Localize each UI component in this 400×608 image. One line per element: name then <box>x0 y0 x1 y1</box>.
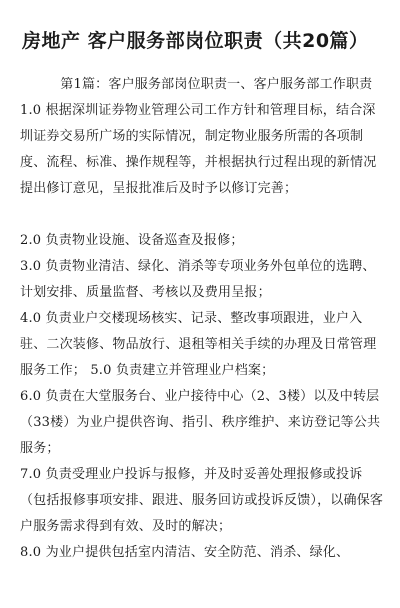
paragraph-4-0: 4.0 负责业户交楼现场核实、记录、整改事项跟进，业户入驻、二次装修、物品放行、退租等相关手续的办理及日常管理服务工作； 5.0 负责建立并管理业户档案； <box>20 311 377 378</box>
paragraph-6-0: 6.0 负责在大堂服务台、业户接待中心（2、3楼）以及中转层（33楼）为业户提供咨询、指引、秩序维护、来访登记等公共服务； <box>20 389 381 456</box>
paragraph-2-0: 2.0 负责物业设施、设备巡查及报修； <box>20 233 244 248</box>
document-body <box>20 72 386 566</box>
paragraph-3-0: 3.0 负责物业清洁、绿化、消杀等专项业务外包单位的选聘、计划安排、质量监督、考核以及费用呈报； <box>20 259 376 300</box>
paragraph-7-0: 7.0 负责受理业户投诉与报修，并及时妥善处理报修或投诉（包括报修事项安排、跟进、服务回访或投诉反馈），以确保客户服务需求得到有效、及时的解决； <box>20 467 384 534</box>
section-subtitle: 第1篇：客户服务部岗位职责一、客户服务部工作职责 <box>60 77 373 92</box>
paragraph-8-0: 8.0 为业户提供包括室内清洁、安全防范、消杀、绿化、 <box>20 545 350 560</box>
paragraph-1-0: 1.0 根据深圳证券物业管理公司工作方针和管理目标，结合深圳证券交易所广场的实际情况，制定物业服务所需的各项制度、流程、标准、操作规程等，并根据执行过程出现的新情况提出修订意见，呈报批准后及时予以修订完善； <box>20 103 377 196</box>
page-title: 房地产 客户服务部岗位职责（共20篇） <box>22 30 369 52</box>
blank-line <box>20 202 386 228</box>
